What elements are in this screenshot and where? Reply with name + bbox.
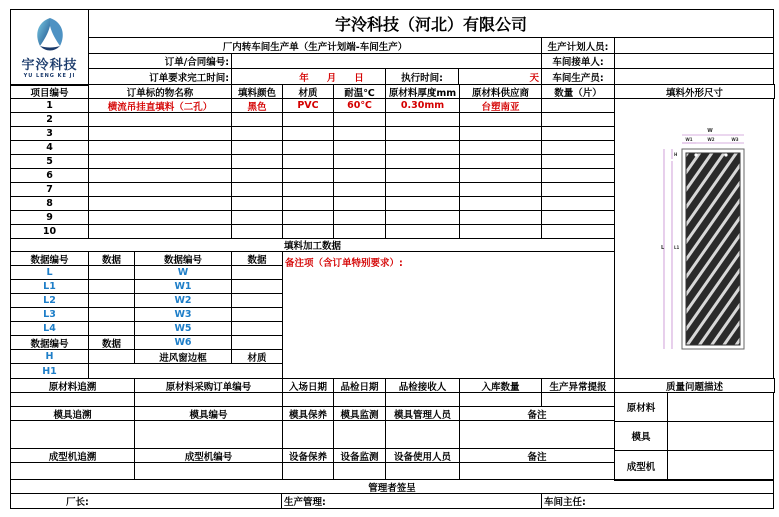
machine-value-cell[interactable] xyxy=(333,462,386,480)
tracking-header-cell: 入场日期 xyxy=(282,378,334,393)
mold-header-cell: 模具保养 xyxy=(282,406,334,421)
exec-time-value[interactable]: 天 xyxy=(458,68,542,85)
mold-value-cell[interactable] xyxy=(134,420,283,449)
data-code: W2 xyxy=(134,293,232,308)
proc-header-cell: 数据编号 xyxy=(10,251,89,266)
tracking-cell[interactable] xyxy=(541,392,615,407)
due-date-value[interactable] xyxy=(231,68,386,85)
item-number: 9 xyxy=(10,210,89,225)
dim-h: H xyxy=(674,151,678,157)
order-table-cell[interactable] xyxy=(231,112,283,127)
mold-header-cell: 模具监测 xyxy=(333,406,386,421)
company-title: 宇泠科技（河北）有限公司 xyxy=(88,9,774,38)
data-code: L xyxy=(10,265,89,280)
order-header-cell: 耐温℃ xyxy=(333,84,386,99)
production-manager-field[interactable]: 生产管理: xyxy=(281,493,542,509)
order-table-cell[interactable] xyxy=(88,126,232,141)
order-table-cell[interactable] xyxy=(333,112,386,127)
order-table-cell[interactable] xyxy=(333,210,386,225)
order-table-cell[interactable] xyxy=(385,182,460,197)
data-code: W5 xyxy=(134,321,232,336)
note-area[interactable] xyxy=(282,251,615,379)
data-value[interactable] xyxy=(88,307,135,322)
order-table-cell[interactable] xyxy=(459,154,542,169)
producer-value[interactable] xyxy=(614,68,774,85)
tracking-cell[interactable] xyxy=(10,392,135,407)
tracking-header-cell: 原材料采购订单编号 xyxy=(134,378,283,393)
data-code: W3 xyxy=(134,307,232,322)
item-number: 10 xyxy=(10,224,89,239)
order-table-cell[interactable] xyxy=(385,196,460,211)
note-label: 备注项（含订单特别要求）: xyxy=(285,258,403,269)
order-table-cell[interactable] xyxy=(385,154,460,169)
order-table-cell[interactable] xyxy=(385,224,460,239)
mold-header-cell: 模具编号 xyxy=(134,406,283,421)
order-table-cell[interactable] xyxy=(459,182,542,197)
machine-value-cell[interactable] xyxy=(134,462,283,480)
order-table-cell[interactable] xyxy=(459,168,542,183)
order-table-cell[interactable] xyxy=(282,224,334,239)
order-header-cell: 原材料厚度mm xyxy=(385,84,460,99)
order-table-cell[interactable] xyxy=(385,126,460,141)
order-table-cell[interactable] xyxy=(88,182,232,197)
quality-item-value[interactable] xyxy=(667,392,774,422)
proc-header-cell: 数据编号 xyxy=(134,251,232,266)
order-table-cell[interactable] xyxy=(88,154,232,169)
order-table-cell[interactable] xyxy=(385,112,460,127)
order-table-cell[interactable]: 台塑南亚 xyxy=(459,98,542,113)
order-table-cell[interactable]: 0.30mm xyxy=(385,98,460,113)
mold-value-cell[interactable] xyxy=(333,420,386,449)
data-value[interactable] xyxy=(88,279,135,294)
order-table-cell[interactable] xyxy=(231,224,283,239)
data-code: L3 xyxy=(10,307,89,322)
mold-header-cell: 模具管理人员 xyxy=(385,406,460,421)
data-value[interactable] xyxy=(88,265,135,280)
quality-item-value[interactable] xyxy=(667,450,774,481)
order-table-cell[interactable] xyxy=(282,168,334,183)
due-month: 月 xyxy=(326,72,337,84)
quality-item-value[interactable] xyxy=(667,421,774,451)
order-table-cell[interactable] xyxy=(88,112,232,127)
machine-value-cell[interactable] xyxy=(459,462,615,480)
data-value[interactable] xyxy=(231,321,283,336)
item-number: 5 xyxy=(10,154,89,169)
tracking-cell[interactable] xyxy=(385,392,460,407)
packing-shape-diagram xyxy=(624,119,764,359)
order-table-cell[interactable] xyxy=(282,154,334,169)
due-year: 年 xyxy=(299,72,309,84)
quality-item-label: 成型机 xyxy=(614,450,668,481)
material-label: 材质 xyxy=(231,349,283,364)
machine-header-cell: 设备保养 xyxy=(282,448,334,463)
proc-header-cell: 数据 xyxy=(88,251,135,266)
order-table-cell[interactable] xyxy=(282,182,334,197)
mold-value-cell[interactable] xyxy=(385,420,460,449)
tracking-cell[interactable] xyxy=(333,392,386,407)
quality-item-label: 原材料 xyxy=(614,392,668,422)
machine-header-cell: 备注 xyxy=(459,448,615,463)
planner-label: 生产计划人员: xyxy=(541,37,615,54)
order-table-cell[interactable] xyxy=(333,182,386,197)
order-table-cell[interactable] xyxy=(333,126,386,141)
data-value[interactable] xyxy=(231,265,283,280)
order-table-cell[interactable] xyxy=(88,168,232,183)
form-title: 厂内转车间生产单（生产计划端-车间生产） xyxy=(88,37,542,54)
machine-header-cell: 设备监测 xyxy=(333,448,386,463)
order-table-cell[interactable] xyxy=(385,210,460,225)
dim-w1: W1 xyxy=(685,136,693,142)
order-table-cell[interactable] xyxy=(541,196,615,211)
order-table-cell[interactable] xyxy=(88,140,232,155)
order-table-cell[interactable] xyxy=(541,154,615,169)
item-number: 2 xyxy=(10,112,89,127)
order-header-cell: 填料颜色 xyxy=(231,84,283,99)
data-code: H xyxy=(10,349,89,364)
dim-w: W xyxy=(707,127,713,134)
processing-title: 填料加工数据 xyxy=(10,238,615,252)
machine-value-cell[interactable] xyxy=(282,462,334,480)
proc-header-cell: 数据编号 xyxy=(10,335,89,350)
order-no-label: 订单/合同编号: xyxy=(88,53,232,69)
logo-pinyin: YU LENG KE JI xyxy=(23,73,76,79)
order-table-cell[interactable]: 黑色 xyxy=(231,98,283,113)
dim-l1: L1 xyxy=(674,244,680,250)
tracking-cell[interactable] xyxy=(282,392,334,407)
order-header-cell: 材质 xyxy=(282,84,334,99)
machine-header-cell: 设备使用人员 xyxy=(385,448,460,463)
logo-name: 宇泠科技 xyxy=(21,58,78,73)
order-table-cell[interactable] xyxy=(282,126,334,141)
order-header-cell: 项目编号 xyxy=(10,84,89,99)
order-table-cell[interactable] xyxy=(282,196,334,211)
order-header-cell: 数量（片） xyxy=(541,84,615,99)
factory-manager-field[interactable]: 厂长: xyxy=(10,493,282,509)
tracking-header-cell: 入库数量 xyxy=(459,378,542,393)
order-table-cell[interactable] xyxy=(385,168,460,183)
dim-w2: W2 xyxy=(707,136,715,142)
mold-value-cell[interactable] xyxy=(10,420,135,449)
order-table-cell[interactable] xyxy=(231,196,283,211)
data-value[interactable] xyxy=(231,293,283,308)
item-number: 1 xyxy=(10,98,89,113)
logo-block xyxy=(10,9,89,86)
data-code: W1 xyxy=(134,279,232,294)
order-table-cell[interactable] xyxy=(231,168,283,183)
company-logo-icon xyxy=(30,16,70,54)
data-code: H1 xyxy=(10,363,89,379)
tracking-cell[interactable] xyxy=(134,392,283,407)
order-header-cell: 填料外形尺寸 xyxy=(614,84,775,99)
order-table-cell[interactable] xyxy=(541,168,615,183)
mold-header-cell: 备注 xyxy=(459,406,615,421)
machine-value-cell[interactable] xyxy=(385,462,460,480)
data-code: W6 xyxy=(134,335,232,350)
mold-value-cell[interactable] xyxy=(282,420,334,449)
proc-header-cell: 数据 xyxy=(231,251,283,266)
proc-header-cell: 数据 xyxy=(88,335,135,350)
machine-header-cell: 成型机编号 xyxy=(134,448,283,463)
order-table-cell[interactable] xyxy=(459,126,542,141)
order-table-cell[interactable] xyxy=(231,140,283,155)
mold-value-cell[interactable] xyxy=(459,420,615,449)
dim-l: L xyxy=(661,244,665,251)
tracking-header-cell: 品检日期 xyxy=(333,378,386,393)
machine-header-cell: 成型机追溯 xyxy=(10,448,135,463)
order-header-cell: 订单标的物名称 xyxy=(88,84,232,99)
order-table-cell[interactable]: 横流吊挂直填料（二孔） xyxy=(88,98,232,113)
data-value[interactable] xyxy=(88,293,135,308)
item-number: 7 xyxy=(10,182,89,197)
order-table-cell[interactable] xyxy=(459,140,542,155)
order-table-cell[interactable] xyxy=(333,224,386,239)
machine-value-cell[interactable] xyxy=(10,462,135,480)
order-table-cell[interactable] xyxy=(385,140,460,155)
item-number: 3 xyxy=(10,126,89,141)
order-table-cell[interactable] xyxy=(88,210,232,225)
data-code: L1 xyxy=(10,279,89,294)
order-table-cell[interactable] xyxy=(541,140,615,155)
data-value[interactable] xyxy=(231,335,283,350)
data-value[interactable] xyxy=(231,279,283,294)
data-code: L4 xyxy=(10,321,89,336)
workshop-director-field[interactable]: 车间主任: xyxy=(541,493,774,509)
order-table-cell[interactable] xyxy=(88,224,232,239)
order-table-cell[interactable] xyxy=(459,112,542,127)
order-table-cell[interactable] xyxy=(459,224,542,239)
order-table-cell[interactable] xyxy=(282,112,334,127)
frame-label: 进风窗边框 xyxy=(134,349,232,364)
order-table-cell[interactable] xyxy=(541,112,615,127)
order-table-cell[interactable] xyxy=(231,210,283,225)
data-value[interactable] xyxy=(88,349,135,364)
data-code: L2 xyxy=(10,293,89,308)
tracking-header-cell: 品检接收人 xyxy=(385,378,460,393)
order-table-cell[interactable] xyxy=(282,140,334,155)
due-day: 日 xyxy=(354,72,364,84)
producer-label: 车间生产员: xyxy=(541,68,615,85)
tracking-cell[interactable] xyxy=(459,392,542,407)
mold-header-cell: 模具追溯 xyxy=(10,406,135,421)
exec-time-label: 执行时间: xyxy=(385,68,459,85)
data-value[interactable] xyxy=(88,363,283,379)
order-table-cell[interactable]: PVC xyxy=(282,98,334,113)
order-table-cell[interactable] xyxy=(333,154,386,169)
dim-w3: W3 xyxy=(731,136,739,142)
tracking-header-cell: 质量问题描述 xyxy=(614,378,775,393)
order-table-cell[interactable] xyxy=(333,140,386,155)
order-table-cell[interactable] xyxy=(541,224,615,239)
order-table-cell[interactable] xyxy=(541,126,615,141)
receiver-value[interactable] xyxy=(614,53,774,69)
order-table-cell[interactable]: 60℃ xyxy=(333,98,386,113)
order-table-cell[interactable] xyxy=(231,182,283,197)
order-header-cell: 原材料供应商 xyxy=(459,84,542,99)
item-number: 8 xyxy=(10,196,89,211)
packing-shape-cell xyxy=(614,98,774,379)
data-value[interactable] xyxy=(88,321,135,336)
signature-title: 管理者签呈 xyxy=(10,479,774,494)
receiver-label: 车间接单人: xyxy=(541,53,615,69)
order-no-value[interactable] xyxy=(231,53,542,69)
order-table-cell[interactable] xyxy=(231,126,283,141)
order-table-cell[interactable] xyxy=(88,196,232,211)
item-number: 6 xyxy=(10,168,89,183)
order-table-cell[interactable] xyxy=(541,98,615,113)
due-date-label: 订单要求完工时间: xyxy=(88,68,232,85)
order-table-cell[interactable] xyxy=(541,210,615,225)
tracking-header-cell: 生产异常提报 xyxy=(541,378,615,393)
order-table-cell[interactable] xyxy=(333,196,386,211)
data-value[interactable] xyxy=(231,307,283,322)
order-table-cell[interactable] xyxy=(282,210,334,225)
order-table-cell[interactable] xyxy=(333,168,386,183)
order-table-cell[interactable] xyxy=(231,154,283,169)
data-code: W xyxy=(134,265,232,280)
order-table-cell[interactable] xyxy=(541,182,615,197)
planner-value[interactable] xyxy=(614,37,774,54)
tracking-header-cell: 原材料追溯 xyxy=(10,378,135,393)
order-table-cell[interactable] xyxy=(459,196,542,211)
order-table-cell[interactable] xyxy=(459,210,542,225)
item-number: 4 xyxy=(10,140,89,155)
quality-item-label: 模具 xyxy=(614,421,668,451)
